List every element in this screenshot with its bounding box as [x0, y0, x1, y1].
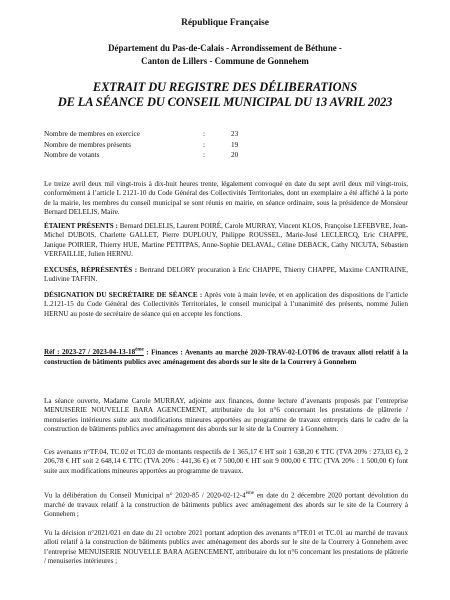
- reference-subject: : Finances : Avenants au marché 2020-TRAV-02-LOT06 de travaux alloti relatif à la construction de bâtiments publics avec aménagement des abords sur le site de la Courrery à Gonnehem: [44, 348, 408, 366]
- members-separator: :: [203, 139, 206, 149]
- department-heading: [0, 42, 450, 68]
- document-title: [0, 80, 450, 110]
- document-title-line-2: DE LA SÉANCE DU CONSEIL MUNICIPAL DU 13 AVRIL 2023: [57, 95, 393, 109]
- presents-paragraph: [44, 222, 408, 259]
- members-label: Nombre de votants: [44, 150, 100, 159]
- document-title-line-1: EXTRAIT DU REGISTRE DES DÉLIBERATIONS: [92, 80, 358, 94]
- body-paragraph-2: Ces avenants n°TF.04, TC.02 et TC.03 de montants respectifs de 1 365,17 € HT soit 1 638,20 € TTC (TVA 20% : 273,03 €), 2 206,78 € HT soit 2 648,14 € TTC (TVA 20% : 441,36 €) et 7 500,00 € HT soit 9 000,00 € TTC (TVA 20% : 1 500,00 €) font suite aux modifications mineures apportées au programme de travaux.: [44, 448, 408, 475]
- members-table: [44, 129, 274, 161]
- excuses-paragraph: [44, 266, 408, 285]
- members-label: Nombre de membres présents: [44, 139, 131, 149]
- presents-text: Bernard DELELIS, Laurent POIRÉ, Carole MURRAY, Vincent KLOS, Françoise LEFEBVRE, Jean-Michel DUBOIS, Charlette GALLET, Pierre DUPLOUY, Philippe ROUSSEL, Marie-José LECLERCQ, Eric CHAPPE, Janique POIRIER, Thierry HUE, Martine PETITPAS, Anne-Sophie DELAVAL, Céline DEBACK, Cathy NICUTA, Sébastien VERFAILLIE, Julien HERNU.: [44, 222, 408, 259]
- presents-label: ÉTAIENT PRÉSENTS :: [44, 222, 118, 230]
- reference-heading: [44, 346, 408, 367]
- department-line-2: Canton de Lillers - Commune de Gonnehem: [141, 56, 309, 66]
- members-row: [44, 150, 274, 161]
- members-row: [44, 129, 274, 140]
- members-separator: :: [203, 129, 206, 138]
- members-value: 19: [231, 139, 239, 149]
- body-paragraph-4: Vu la décision n°2021/021 en date du 21 octobre 2021 portant adoption des avenants n°TF.01 et TC.01 au marché de travaux alloti relatif à la construction de bâtiments publics avec aménagement des abords sur le site de la Courrery à Gonnehem avec l’entreprise MENUISERIE NOUVELLE BARA AGENCEMENT, attributaire du lot n°6 concernant les prestations de plâtrerie / menuiseries intérieures ;: [44, 529, 408, 566]
- members-row: [44, 140, 274, 151]
- department-line-1: Département du Pas-de-Calais - Arrondissement de Béthune -: [108, 43, 342, 53]
- members-value: 23: [231, 129, 239, 138]
- body-paragraph-3: Vu la délibération du Conseil Municipal n° 2020-85 / 2020-02-12-4ème en date du 2 décembre 2020 portant dévolution du marché de travaux relatif à la construction de bâtiments publics avec aménagement des abords sur le site de la Courrery à Gonnehem ;: [44, 491, 408, 519]
- intro-paragraph: Le treize avril deux mil vingt-trois à dix-huit heures trente, légalement convoqué en date du sept avril deux mil vingt-trois, conformément à l’article L 2121-10 du Code Général des Collectivités Territoriales, dont un exemplaire a été affiché à la porte de la mairie, les membres du conseil municipal se sont réunis en mairie, en séance ordinaire, sous la présidence de Monsieur Bernard DELELIS, Maire.: [44, 180, 408, 217]
- secretaire-text: Après vote à main levée, et en application des dispositions de l’article L.2121-15 du Code Général des Collectivités Territoriales, le conseil municipal à l’unanimité des présents, nomme Julien HERNU au poste de secrétaire de séance qui en accepte les fonctions.: [44, 291, 408, 318]
- members-value: 20: [231, 150, 239, 159]
- members-label: Nombre de membres en exercice: [44, 129, 141, 138]
- reference-number: Réf : 2023-27 / 2023-04-13-18ème: [44, 348, 144, 357]
- republique-heading: République Française: [181, 18, 269, 28]
- members-separator: :: [203, 150, 206, 159]
- secretaire-paragraph: [44, 291, 408, 319]
- excuses-label: EXCUSÉS, RÉPRÉSENTÉS :: [44, 266, 138, 274]
- excuses-text: Bertrand DELORY procuration à Eric CHAPPE, Thierry CHAPPE, Maxime CANTRAINE, Ludivine TAFFIN.: [44, 266, 408, 284]
- secretaire-label: DÉSIGNATION DU SECRÉTAIRE DE SÉANCE :: [44, 291, 203, 299]
- body-paragraph-1: La séance ouverte, Madame Carole MURRAY, adjointe aux finances, donne lecture d’avenants proposés par l’entreprise MENUISERIE NOUVELLE BARA AGENCEMENT, attributaire du lot n°6 concernant les prestations de plâtrerie / menuiseries intérieures suite aux modifications mineures apportées au programme de travaux entrepris dans le cadre de la construction de bâtiments publics avec aménagement des abords sur le site de la Courrery à Gonnehem.: [44, 397, 408, 434]
